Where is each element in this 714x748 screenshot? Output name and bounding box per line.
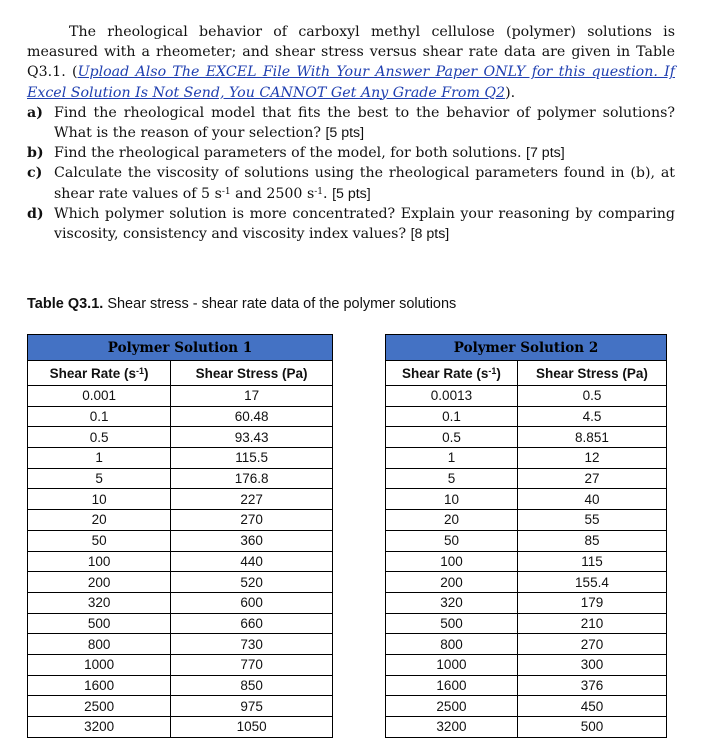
table-row <box>28 448 333 469</box>
table-row <box>28 406 333 427</box>
table-row <box>28 551 333 572</box>
item-text: Find the rheological model that fits the best to the behavior of polymer solutions? What is the reason of your selection? <box>54 104 675 142</box>
shear-rate-header <box>386 361 518 386</box>
table-row <box>28 427 333 448</box>
table-row <box>28 675 333 696</box>
table-title: Polymer Solution 2 <box>386 335 667 361</box>
shear-stress-header: Shear Stress (Pa) <box>171 361 333 386</box>
shear-rate-cell: 200 <box>28 572 171 593</box>
shear-rate-cell: 2500 <box>28 696 171 717</box>
shear-rate-cell: 5 <box>386 468 518 489</box>
shear-rate-cell: 100 <box>386 551 518 572</box>
unit-superscript: -1 <box>314 186 324 197</box>
shear-rate-cell: 0.001 <box>28 386 171 407</box>
table-row <box>386 406 667 427</box>
shear-rate-cell: 0.5 <box>28 427 171 448</box>
shear-rate-cell: 1000 <box>386 654 518 675</box>
question-intro <box>27 22 675 103</box>
shear-stress-cell: 115 <box>517 551 666 572</box>
shear-stress-cell: 270 <box>171 510 333 531</box>
shear-stress-cell: 520 <box>171 572 333 593</box>
item-label: a) <box>27 104 43 121</box>
table-row <box>386 675 667 696</box>
shear-stress-cell: 360 <box>171 530 333 551</box>
table-row <box>386 613 667 634</box>
question-item-a <box>27 103 675 143</box>
question-item-c <box>27 163 675 203</box>
shear-stress-cell: 270 <box>517 634 666 655</box>
note-close: ). <box>505 84 516 101</box>
item-label: d) <box>27 205 44 222</box>
item-points: [7 pts] <box>526 145 565 162</box>
shear-stress-header: Shear Stress (Pa) <box>517 361 666 386</box>
excel-upload-note[interactable]: Upload Also The EXCEL File With Your Answer Paper ONLY for this question. If Excel Solution Is Not Send, You CANNOT Get Any Grade From Q2 <box>27 64 675 101</box>
table-row <box>28 696 333 717</box>
table-body <box>386 386 667 738</box>
col-sup: -1 <box>135 365 144 376</box>
table-row <box>28 572 333 593</box>
col-label: Shear Rate (s <box>49 365 136 381</box>
shear-stress-cell: 8.851 <box>517 427 666 448</box>
table-row <box>28 386 333 407</box>
shear-rate-cell: 20 <box>386 510 518 531</box>
shear-rate-cell: 1 <box>28 448 171 469</box>
shear-stress-cell: 450 <box>517 696 666 717</box>
table-row <box>386 551 667 572</box>
shear-rate-cell: 10 <box>386 489 518 510</box>
item-label: c) <box>27 165 43 182</box>
question-item-d <box>27 204 675 244</box>
shear-rate-cell: 1000 <box>28 654 171 675</box>
table-row <box>386 717 667 738</box>
shear-rate-cell: 3200 <box>28 717 171 738</box>
shear-rate-cell: 800 <box>386 634 518 655</box>
shear-stress-cell: 115.5 <box>171 448 333 469</box>
shear-rate-cell: 800 <box>28 634 171 655</box>
table-row <box>28 654 333 675</box>
table-caption <box>27 296 456 312</box>
table-row <box>28 530 333 551</box>
unit-superscript: -1 <box>221 186 231 197</box>
shear-stress-cell: 227 <box>171 489 333 510</box>
shear-rate-cell: 20 <box>28 510 171 531</box>
shear-stress-cell: 600 <box>171 592 333 613</box>
shear-rate-cell: 0.0013 <box>386 386 518 407</box>
shear-rate-cell: 0.5 <box>386 427 518 448</box>
table-row <box>386 427 667 448</box>
shear-stress-cell: 0.5 <box>517 386 666 407</box>
shear-stress-cell: 770 <box>171 654 333 675</box>
shear-rate-cell: 500 <box>386 613 518 634</box>
table-row <box>386 386 667 407</box>
shear-rate-cell: 50 <box>28 530 171 551</box>
table-row <box>386 572 667 593</box>
col-sup: -1 <box>488 365 497 376</box>
shear-stress-cell: 4.5 <box>517 406 666 427</box>
shear-rate-cell: 1 <box>386 448 518 469</box>
shear-rate-cell: 10 <box>28 489 171 510</box>
table-row <box>28 489 333 510</box>
table-row <box>28 717 333 738</box>
shear-stress-cell: 40 <box>517 489 666 510</box>
shear-stress-cell: 850 <box>171 675 333 696</box>
question-block <box>27 22 675 244</box>
shear-stress-cell: 93.43 <box>171 427 333 448</box>
shear-rate-cell: 320 <box>386 592 518 613</box>
shear-stress-cell: 55 <box>517 510 666 531</box>
shear-stress-cell: 730 <box>171 634 333 655</box>
table-row <box>386 530 667 551</box>
shear-rate-cell: 5 <box>28 468 171 489</box>
shear-rate-cell: 0.1 <box>386 406 518 427</box>
shear-rate-cell: 500 <box>28 613 171 634</box>
shear-stress-cell: 176.8 <box>171 468 333 489</box>
table-row <box>386 696 667 717</box>
shear-rate-cell: 1600 <box>28 675 171 696</box>
table-row <box>386 634 667 655</box>
item-text-mid: and 2500 s <box>230 185 315 202</box>
col-close: ) <box>143 365 149 381</box>
table-row <box>386 592 667 613</box>
intro-text: The rheological behavior of carboxyl methyl cellulose (polymer) solutions is measured with a rheometer; and shear stress versus shear rate data are given in Table Q3.1. <box>27 24 675 81</box>
table-row <box>386 510 667 531</box>
table-row <box>386 468 667 489</box>
shear-stress-cell: 155.4 <box>517 572 666 593</box>
question-item-b <box>27 143 675 163</box>
shear-stress-cell: 210 <box>517 613 666 634</box>
shear-stress-cell: 179 <box>517 592 666 613</box>
shear-rate-cell: 320 <box>28 592 171 613</box>
item-label: b) <box>27 145 44 162</box>
polymer-solution-1-table <box>27 334 333 738</box>
table-body <box>28 386 333 738</box>
item-text-before: Calculate the viscosity of solutions using the rheological parameters found in (b), at shear rate values of 5 s <box>54 165 675 202</box>
col-close: ) <box>496 365 501 381</box>
shear-rate-cell: 2500 <box>386 696 518 717</box>
shear-rate-cell: 50 <box>386 530 518 551</box>
table-row <box>28 468 333 489</box>
table-caption-text: Shear stress - shear rate data of the polymer solutions <box>103 296 457 312</box>
item-text-after: . <box>323 185 328 202</box>
shear-stress-cell: 975 <box>171 696 333 717</box>
shear-rate-cell: 100 <box>28 551 171 572</box>
shear-rate-cell: 1600 <box>386 675 518 696</box>
shear-stress-cell: 500 <box>517 717 666 738</box>
table-row <box>28 634 333 655</box>
shear-rate-cell: 3200 <box>386 717 518 738</box>
shear-stress-cell: 440 <box>171 551 333 572</box>
shear-stress-cell: 300 <box>517 654 666 675</box>
col-label: Shear Rate (s <box>402 365 489 381</box>
polymer-solution-2-table <box>385 334 667 738</box>
shear-stress-cell: 27 <box>517 468 666 489</box>
table-row <box>386 654 667 675</box>
shear-stress-cell: 660 <box>171 613 333 634</box>
table-row <box>28 592 333 613</box>
item-points: [5 pts] <box>332 185 371 202</box>
item-points: [8 pts] <box>410 226 450 243</box>
item-text: Which polymer solution is more concentrated? Explain your reasoning by comparing viscosity, consistency and viscosity index values? <box>54 205 675 243</box>
shear-stress-cell: 85 <box>517 530 666 551</box>
shear-stress-cell: 17 <box>171 386 333 407</box>
shear-rate-cell: 0.1 <box>28 406 171 427</box>
table-row <box>386 489 667 510</box>
item-text: Find the rheological parameters of the model, for both solutions. <box>54 145 522 162</box>
table-row <box>28 510 333 531</box>
table-caption-label: Table Q3.1. <box>27 296 104 312</box>
shear-stress-cell: 12 <box>517 448 666 469</box>
table-title: Polymer Solution 1 <box>28 335 333 361</box>
table-row <box>386 448 667 469</box>
shear-rate-cell: 200 <box>386 572 518 593</box>
shear-stress-cell: 60.48 <box>171 406 333 427</box>
note-open: ( <box>72 64 78 81</box>
shear-rate-header <box>28 361 171 386</box>
item-points: [5 pts] <box>325 125 365 142</box>
table-row <box>28 613 333 634</box>
shear-stress-cell: 376 <box>517 675 666 696</box>
shear-stress-cell: 1050 <box>171 717 333 738</box>
